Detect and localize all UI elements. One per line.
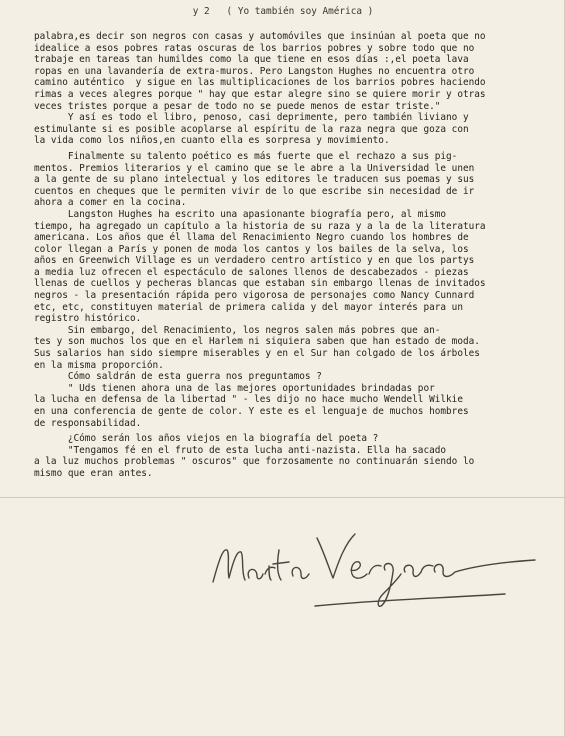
text-line: en una conferencia de gente de color. Y este es el lenguaje de muchos hombres <box>34 406 469 417</box>
text-line: color llegan a París y ponen de moda los cantos y los bailes de la selva, los <box>34 243 469 255</box>
text-line: Y así es todo el libro, penoso, casi deprimente, pero también liviano y <box>34 112 469 124</box>
text-line: Cómo saldrán de esta guerra nos preguntamos ? <box>34 371 322 383</box>
text-line: " Uds tienen ahora una de las mejores oportunidades brindadas por <box>34 382 435 394</box>
text-line: mismo que eran antes. <box>34 467 153 479</box>
text-line: años en Greenwich Village es un verdadero centro artístico y en que los partys <box>34 255 475 267</box>
text-line: de responsabilidad. <box>34 417 142 429</box>
text-line: ahora a comer en la cocina. <box>34 197 187 209</box>
paragraph <box>34 112 554 147</box>
text-line: estimulante si es posible acoplarse al espíritu de la raza negra que goza con <box>34 123 469 135</box>
paragraph <box>34 433 554 479</box>
paragraph <box>34 151 554 209</box>
text-line: tes y son muchos los que en el Harlem ni siquiera saben que han estado de moda. <box>34 336 480 348</box>
text-line: palabra,es decir son negros con casas y automóviles que insinúan al poeta que no <box>34 31 486 42</box>
paragraph <box>34 31 554 112</box>
paragraph <box>34 209 554 325</box>
text-line: rimas a veces alegres porque " hay que estar alegre sino se quiere morir y otras <box>34 88 486 100</box>
text-line: Sus salarios han sido siempre miserables y en el Sur han colgado de los árboles <box>34 348 480 360</box>
text-line: en la misma proporción. <box>34 359 164 371</box>
text-line: tiempo, ha agregado un capítulo a la historia de su raza y a la de la literatura <box>34 220 486 232</box>
text-line: "Tengamos fé en el fruto de esta lucha anti-nazista. Ella ha sacado <box>34 444 447 456</box>
text-line: ropas en una lavandería de extra-muros. Pero Langston Hughes no encuentra otro <box>34 65 475 77</box>
text-line: la vida como los niños,en cuanto ella es sorpresa y movimiento. <box>34 135 390 147</box>
text-line: idealice a esos pobres ratas oscuras de los barrios pobres y sobre todo que no <box>34 42 475 54</box>
handwritten-signature <box>205 520 545 620</box>
text-line: etc, etc, constituyen material de primera calida y del mayor interés para un <box>34 301 463 313</box>
text-line: a media luz ofrecen el espectáculo de salones llenos de descabezados - piezas <box>34 266 469 278</box>
text-line: americana. Los años que él llama del Renacimiento Negro cuando los hombres de <box>34 232 469 244</box>
text-line: ¿Cómo serán los años viejos en la biografía del poeta ? <box>34 433 379 445</box>
text-line: cuentos en cheques que le permiten vivir de lo que escribe sin necesidad de ir <box>34 185 475 197</box>
text-line: veces tristes porque a pesar de todo no se puede menos de estar triste." <box>34 100 441 112</box>
text-line: negros - la presentación rápida pero vigorosa de personajes como Nancy Cunnard <box>34 290 475 302</box>
body-text <box>34 31 554 480</box>
text-line: registro histórico. <box>34 313 142 325</box>
text-line: Langston Hughes ha escrito una apasionante biografía pero, al mismo <box>34 208 447 220</box>
page-fold-line <box>0 497 566 498</box>
text-line: camino auténtico y sigue en las multiplicaciones de los barrios pobres haciendo <box>34 77 486 89</box>
text-line: a la luz muchos problemas " oscuros" que forzosamente no continuarán siendo lo <box>34 456 475 468</box>
page-header: y 2 ( Yo también soy América ) <box>192 6 374 17</box>
text-line: Finalmente su talento poético es más fuerte que el rechazo a sus pig- <box>34 150 458 162</box>
paragraph <box>34 325 554 429</box>
text-line: Sin embargo, del Renacimiento, los negros salen más pobres que an- <box>34 324 441 336</box>
text-line: mentos. Premios literarios y el camino que se le abre a la Universidad le unen <box>34 162 475 174</box>
text-line: trabaje en tareas tan humildes como la que tiene en esos días :,el poeta lava <box>34 54 469 66</box>
text-line: llenas de cuellos y pecheras blancas que estaban sin embargo llenas de invitados <box>34 278 486 290</box>
text-line: a la gente de su plano intelectual y los editores le traducen sus poemas y sus <box>34 174 475 186</box>
text-line: la lucha en defensa de la libertad " - les dijo no hace mucho Wendell Wilkie <box>34 394 463 406</box>
